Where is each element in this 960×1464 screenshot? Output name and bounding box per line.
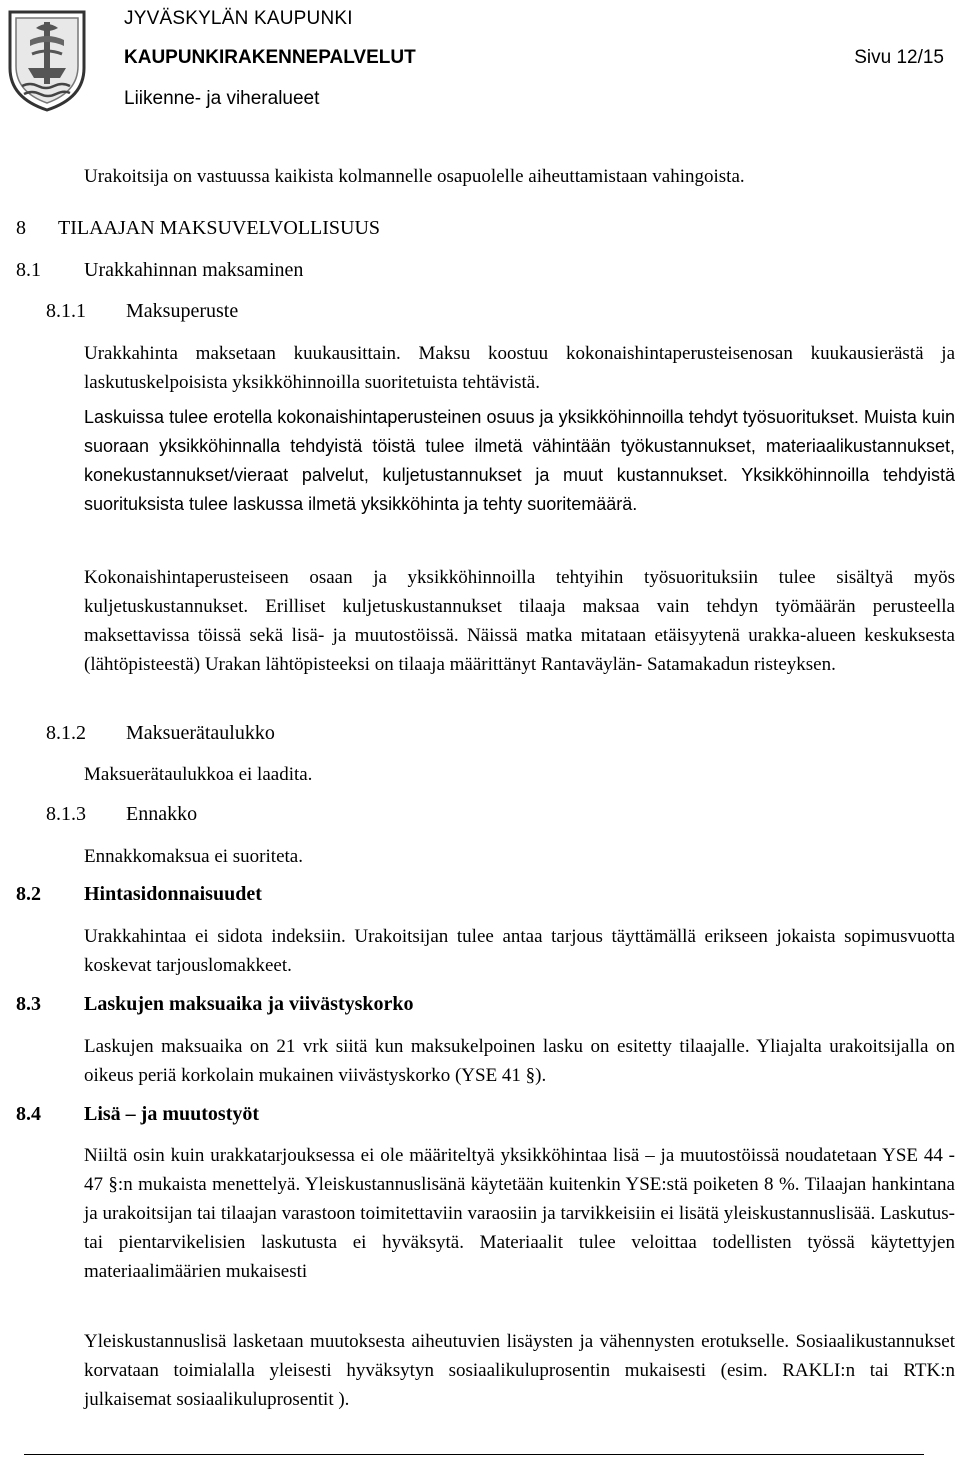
paragraph-8-1-1-c: Kokonaishintaperusteiseen osaan ja yksikköhinnoilla tehtyihin työsuorituksiin tulee sisältyä myös kuljetuskustannukset. Erilliset kuljetuskustannukset tilaaja maksaa vain tehdyn työmäärän perusteella maksettavissa töissä sekä lisä- ja muutostöissä. Näissä matka mitataan etäisyytenä urakka-alueen keskuksesta (lähtöpisteestä) Urakan lähtöpisteeksi on tilaaja määrittänyt Rantaväylän- Satamakadun risteyksen.	[84, 567, 955, 675]
page-number: Sivu 12/15	[854, 47, 944, 68]
section-8-1-3-title: Ennakko	[126, 803, 198, 825]
paragraph-8-1-2: Maksuerätaulukkoa ei laadita.	[84, 764, 313, 785]
paragraph-8-2: Urakkahintaa ei sidota indeksiin. Urakoitsijan tulee antaa tarjous täyttämällä erikseen jokaista sopimusvuotta koskevat tarjouslomakkeet.	[84, 926, 955, 976]
paragraph-8-4-a: Niiltä osin kuin urakkatarjouksessa ei ole määriteltyä yksikköhintaa lisä – ja muutostöissä noudatetaan YSE 44 - 47 §:n mukaista menettelyä. Yleiskustannuslisänä käytetään kuitenkin YSE:stä poiketen 8 %. Tilaajan hankintana ja urakoitsijan tai tilaajan varastoon toimitettaviin varaosiin ja tarvikkeisiin ei lisätä yleiskustannuslisää. Laskutus- tai pientarvikelisien laskutusta ei hyväksytä. Materiaalit tulee veloittaa todellisten työssä käytettyjen materiaalimäärien mukaisesti	[84, 1145, 955, 1282]
section-8-1-1-title: Maksuperuste	[126, 300, 239, 322]
header-city: JYVÄSKYLÄN KAUPUNKI	[124, 8, 353, 29]
footer-divider	[24, 1454, 924, 1455]
section-8-3-title: Laskujen maksuaika ja viivästyskorko	[84, 993, 414, 1015]
intro-paragraph: Urakoitsija on vastuussa kaikista kolmannelle osapuolelle aiheuttamistaan vahingoista.	[84, 166, 745, 187]
section-8-1-3-number: 8.1.3	[46, 803, 86, 825]
section-8-1-2-title: Maksuerätaulukko	[126, 722, 275, 744]
paragraph-8-1-1-a: Urakkahinta maksetaan kuukausittain. Maksu koostuu kokonaishintaperusteisenosan kuukausierästä ja laskutuskelpoisista yksikköhinnoilla suoritetuista tehtävistä.	[84, 343, 955, 393]
paragraph-8-4-b: Yleiskustannuslisä lasketaan muutoksesta aiheutuvien lisäysten ja vähennysten erotukselle. Sosiaalikustannukset korvataan toimialalla yleisesti hyväksytyn sosiaalikuluprosentin mukaisesti (esim. RAKLI:n tai RTK:n julkaisemat sosiaalikuluprosentit ).	[84, 1331, 955, 1410]
section-8-title: TILAAJAN MAKSUVELVOLLISUUS	[58, 217, 381, 239]
header-department: KAUPUNKIRAKENNEPALVELUT	[124, 47, 416, 68]
section-8-2-title: Hintasidonnaisuudet	[84, 883, 262, 905]
section-8-1-2-number: 8.1.2	[46, 722, 86, 744]
coat-of-arms-icon	[6, 6, 88, 114]
section-8-4-title: Lisä – ja muutostyöt	[84, 1103, 260, 1125]
paragraph-8-1-3: Ennakkomaksua ei suoriteta.	[84, 846, 303, 867]
paragraph-8-1-1-b: Laskuissa tulee erotella kokonaishintaperusteinen osuus ja yksikköhinnoilla tehdyt työsuoritukset. Muista kuin suoraan yksikköhinnalla tehdyistä töistä tulee ilmetä vähintään työkustannukset, materiaalikustannukset, konekustannukset/vieraat palvelut, kuljetustannukset ja muut kustannukset. Yksikköhinnoilla tehdyistä suorituksista tulee laskussa ilmetä yksikköhinta ja tehty suoritemäärä.	[84, 407, 955, 514]
section-8-1-1-number: 8.1.1	[46, 300, 86, 322]
header-unit: Liikenne- ja viheralueet	[124, 88, 320, 109]
paragraph-8-3: Laskujen maksuaika on 21 vrk siitä kun maksukelpoinen lasku on esitetty tilaajalle. Yliajalta urakoitsijalla on oikeus periä korkolain mukainen viivästyskorko (YSE 41 §).	[84, 1036, 955, 1086]
section-8-3-number: 8.3	[16, 993, 41, 1015]
section-8-number: 8	[16, 217, 26, 239]
section-8-2-number: 8.2	[16, 883, 41, 905]
section-8-1-number: 8.1	[16, 259, 41, 281]
section-8-4-number: 8.4	[16, 1103, 41, 1125]
section-8-1-title: Urakkahinnan maksaminen	[84, 259, 304, 281]
